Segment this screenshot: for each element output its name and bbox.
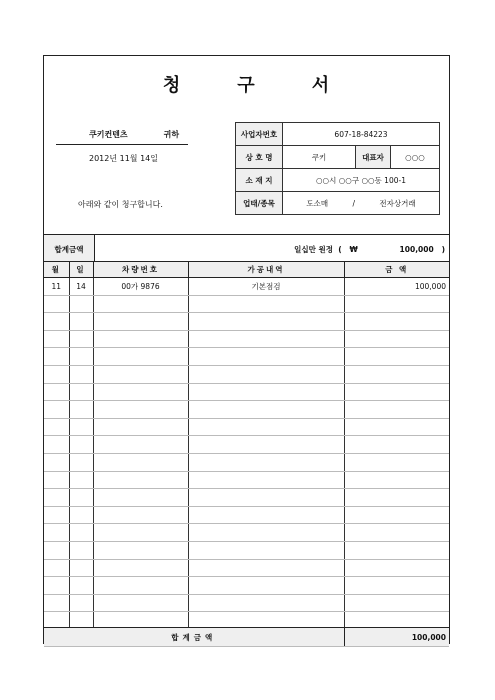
- col-header-day: 일: [69, 262, 93, 278]
- day-cell: [69, 577, 93, 595]
- address-label: 소 재 지: [236, 169, 283, 192]
- addressee-name: 쿠키컨텐츠: [89, 130, 128, 139]
- amount-cell: [344, 313, 449, 331]
- vehicle-no-cell: [93, 471, 188, 489]
- day-cell: [69, 506, 93, 524]
- rep-label: 대표자: [356, 146, 391, 169]
- day-cell: [69, 524, 93, 542]
- invoice-form: [43, 55, 450, 644]
- month-cell: [44, 524, 69, 542]
- table-row: [44, 577, 449, 595]
- month-cell: [44, 313, 69, 331]
- amount-cell: [344, 559, 449, 577]
- amount-cell: [344, 541, 449, 559]
- work-detail-cell: [188, 330, 344, 348]
- table-row: [44, 313, 449, 331]
- vehicle-no-cell: [93, 313, 188, 331]
- footer-total-label: 합계금액: [44, 628, 344, 647]
- vehicle-no-cell: [93, 489, 188, 507]
- total-amount-value: [95, 235, 450, 265]
- month-cell: [44, 594, 69, 612]
- amount-cell: [344, 506, 449, 524]
- work-detail-cell: [188, 418, 344, 436]
- amount-cell: 100,000: [344, 278, 449, 296]
- amount-cell: [344, 436, 449, 454]
- business-item: 전자상거래: [379, 198, 416, 208]
- biz-no-value: 607-18-84223: [283, 123, 440, 146]
- table-row: [44, 278, 449, 296]
- amount-cell: [344, 330, 449, 348]
- work-detail-cell: [188, 436, 344, 454]
- work-detail-cell: [188, 524, 344, 542]
- month-cell: [44, 559, 69, 577]
- vehicle-no-cell: [93, 295, 188, 313]
- day-cell: [69, 541, 93, 559]
- work-detail-cell: [188, 471, 344, 489]
- day-cell: [69, 436, 93, 454]
- col-header-month: 월: [44, 262, 69, 278]
- vehicle-no-cell: [93, 436, 188, 454]
- address-value: ○○시 ○○구 ○○동 100-1: [283, 169, 440, 192]
- addressee-honorific: 귀하: [163, 130, 180, 139]
- title-char: 구: [237, 75, 256, 96]
- col-header-amount: 금 액: [344, 262, 449, 278]
- month-cell: [44, 365, 69, 383]
- vehicle-no-cell: [93, 383, 188, 401]
- supplier-info-table: [235, 122, 440, 215]
- vehicle-no-cell: 00가 9876: [93, 278, 188, 296]
- work-detail-cell: [188, 577, 344, 595]
- request-text: 아래와 같이 청구합니다.: [78, 200, 163, 209]
- total-korean: 일십만 원정: [294, 245, 333, 254]
- amount-cell: [344, 401, 449, 419]
- rep-value: ○○○: [391, 146, 440, 169]
- biz-no-label: 사업자번호: [236, 123, 283, 146]
- business-value: [283, 192, 440, 215]
- business-label: 업태/종목: [236, 192, 283, 215]
- month-cell: [44, 453, 69, 471]
- company-value: 쿠키: [283, 146, 356, 169]
- work-detail-cell: [188, 348, 344, 366]
- work-detail-cell: [188, 489, 344, 507]
- items-header-row: [44, 262, 449, 278]
- amount-cell: [344, 489, 449, 507]
- table-row: [44, 418, 449, 436]
- total-close-paren: ): [441, 245, 445, 254]
- table-row: [44, 489, 449, 507]
- month-cell: [44, 418, 69, 436]
- total-amount-label: 합계금액: [44, 235, 95, 265]
- day-cell: [69, 365, 93, 383]
- table-row: [44, 559, 449, 577]
- work-detail-cell: [188, 594, 344, 612]
- month-cell: [44, 577, 69, 595]
- title-char: 서: [311, 75, 331, 96]
- amount-cell: [344, 295, 449, 313]
- col-header-vehicle-no: 차량번호: [93, 262, 188, 278]
- vehicle-no-cell: [93, 401, 188, 419]
- table-row: [44, 383, 449, 401]
- col-header-work-detail: 가공내역: [188, 262, 344, 278]
- day-cell: [69, 383, 93, 401]
- table-row: [44, 524, 449, 542]
- day-cell: [69, 489, 93, 507]
- work-detail-cell: [188, 401, 344, 419]
- business-separator: /: [352, 198, 356, 208]
- day-cell: [69, 594, 93, 612]
- vehicle-no-cell: [93, 348, 188, 366]
- vehicle-no-cell: [93, 453, 188, 471]
- table-row: [44, 471, 449, 489]
- month-cell: [44, 383, 69, 401]
- month-cell: [44, 330, 69, 348]
- table-row: [44, 330, 449, 348]
- vehicle-no-cell: [93, 577, 188, 595]
- company-label: 상 호 명: [236, 146, 283, 169]
- addressee: [89, 129, 179, 140]
- document-title: [44, 71, 449, 97]
- day-cell: [69, 401, 93, 419]
- day-cell: [69, 313, 93, 331]
- month-cell: [44, 401, 69, 419]
- table-row: [44, 295, 449, 313]
- work-detail-cell: [188, 295, 344, 313]
- month-cell: 11: [44, 278, 69, 296]
- amount-cell: [344, 418, 449, 436]
- vehicle-no-cell: [93, 524, 188, 542]
- amount-cell: [344, 453, 449, 471]
- title-char: 청: [162, 75, 182, 96]
- work-detail-cell: [188, 365, 344, 383]
- work-detail-cell: [188, 453, 344, 471]
- vehicle-no-cell: [93, 330, 188, 348]
- footer-total-amount: 100,000: [344, 628, 449, 647]
- vehicle-no-cell: [93, 365, 188, 383]
- amount-cell: [344, 383, 449, 401]
- addressee-underline: [56, 144, 188, 145]
- total-footer-row: [44, 627, 449, 646]
- month-cell: [44, 436, 69, 454]
- table-row: [44, 401, 449, 419]
- table-row: [44, 348, 449, 366]
- day-cell: [69, 330, 93, 348]
- work-detail-cell: [188, 313, 344, 331]
- amount-cell: [344, 577, 449, 595]
- items-table: [44, 261, 449, 647]
- month-cell: [44, 506, 69, 524]
- total-amount: 100,000: [399, 245, 434, 254]
- day-cell: [69, 559, 93, 577]
- amount-cell: [344, 471, 449, 489]
- vehicle-no-cell: [93, 594, 188, 612]
- amount-cell: [344, 524, 449, 542]
- business-type: 도소매: [306, 198, 329, 208]
- table-row: [44, 594, 449, 612]
- table-row: [44, 541, 449, 559]
- amount-cell: [344, 365, 449, 383]
- amount-cell: [344, 348, 449, 366]
- month-cell: [44, 489, 69, 507]
- work-detail-cell: 기본점검: [188, 278, 344, 296]
- table-row: [44, 436, 449, 454]
- vehicle-no-cell: [93, 506, 188, 524]
- vehicle-no-cell: [93, 559, 188, 577]
- day-cell: [69, 453, 93, 471]
- month-cell: [44, 541, 69, 559]
- amount-cell: [344, 594, 449, 612]
- table-row: [44, 506, 449, 524]
- day-cell: [69, 348, 93, 366]
- day-cell: [69, 471, 93, 489]
- work-detail-cell: [188, 559, 344, 577]
- month-cell: [44, 471, 69, 489]
- table-row: [44, 453, 449, 471]
- day-cell: [69, 418, 93, 436]
- invoice-date: 2012년 11월 14일: [89, 154, 158, 163]
- month-cell: [44, 295, 69, 313]
- day-cell: 14: [69, 278, 93, 296]
- work-detail-cell: [188, 383, 344, 401]
- total-open-paren: (: [338, 245, 342, 254]
- day-cell: [69, 295, 93, 313]
- currency-symbol: ₩: [349, 245, 358, 254]
- work-detail-cell: [188, 541, 344, 559]
- table-row: [44, 365, 449, 383]
- total-amount-row: [44, 234, 449, 264]
- vehicle-no-cell: [93, 418, 188, 436]
- work-detail-cell: [188, 506, 344, 524]
- month-cell: [44, 348, 69, 366]
- vehicle-no-cell: [93, 541, 188, 559]
